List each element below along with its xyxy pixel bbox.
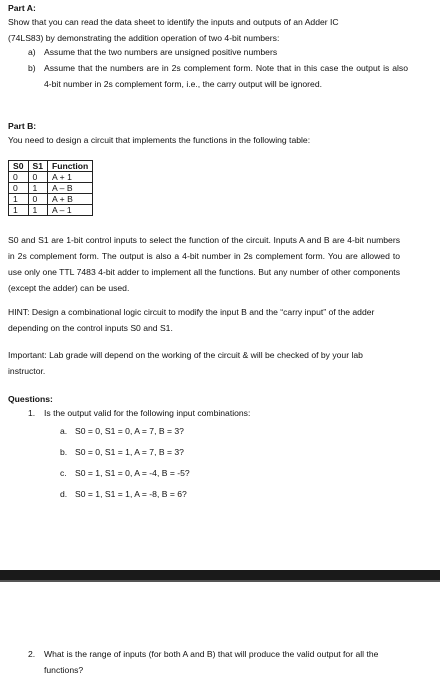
list-marker: c. (60, 467, 67, 478)
table-cell: 0 (9, 172, 29, 183)
question-2 (28, 646, 398, 678)
part-a-intro-line1: Show that you can read the data sheet to identify the inputs and outputs of an Adder IC (8, 17, 339, 27)
question-number: 1. (28, 408, 36, 418)
list-text: S0 = 1, S1 = 0, A = -4, B = -5? (75, 467, 190, 478)
list-marker: b. (60, 446, 68, 457)
list-text: S0 = 0, S1 = 1, A = 7, B = 3? (75, 446, 184, 457)
list-marker: a. (60, 425, 68, 436)
list-marker: b) (28, 63, 36, 73)
part-b-intro: You need to design a circuit that implements the functions in the following table: (8, 135, 311, 145)
list-item (60, 483, 360, 504)
part-a-heading: Part A: (8, 3, 36, 13)
table-cell: 0 (28, 172, 48, 183)
part-b-heading: Part B: (8, 121, 37, 131)
table-cell: A – 1 (48, 205, 93, 216)
table-cell: 1 (28, 205, 48, 216)
table-cell: A + 1 (48, 172, 93, 183)
important-paragraph: Important: Lab grade will depend on the working of the circuit & will be checked of by your lab instructor. (8, 350, 363, 376)
question-text: What is the range of inputs (for both A and B) that will produce the valid output for all the functions? (44, 649, 379, 675)
hint-paragraph: HINT: Design a combinational logic circuit to modify the input B and the “carry input” of the adder depending on the control inputs S0 and S1. (8, 307, 375, 333)
list-marker: a) (28, 47, 36, 57)
list-text: S0 = 1, S1 = 1, A = -8, B = 6? (75, 488, 187, 499)
list-item (28, 44, 408, 60)
question-number: 2. (28, 649, 36, 659)
table-row (9, 205, 93, 216)
list-text: Assume that the two numbers are unsigned positive numbers (44, 47, 278, 57)
table-header-row (9, 161, 93, 172)
table-cell: 1 (28, 183, 48, 194)
function-table (8, 160, 93, 216)
table-cell: 1 (9, 205, 29, 216)
list-text: S0 = 0, S1 = 0, A = 7, B = 3? (75, 425, 184, 436)
list-marker: d. (60, 488, 68, 499)
part-a-intro-line2: (74LS83) by demonstrating the addition operation of two 4-bit numbers: (8, 33, 280, 43)
table-row (9, 194, 93, 205)
list-text: Assume that the numbers are in 2s complement form. Note that in this case the output is also 4-bit number in 2s complement form, i.e., the carry output will be ignored. (44, 63, 408, 89)
list-item (28, 60, 408, 92)
table-cell: 0 (9, 183, 29, 194)
table-cell: 1 (9, 194, 29, 205)
question-1 (28, 405, 408, 421)
table-row (9, 172, 93, 183)
table-row (9, 183, 93, 194)
table-cell: A + B (48, 194, 93, 205)
question-1-items (60, 420, 360, 504)
table-header-cell: S0 (9, 161, 29, 172)
table-cell: A – B (48, 183, 93, 194)
part-a-list (28, 44, 408, 92)
table-header-cell: S1 (28, 161, 48, 172)
list-item (60, 420, 360, 441)
list-item (60, 462, 360, 483)
questions-heading: Questions: (8, 394, 53, 404)
table-cell: 0 (28, 194, 48, 205)
part-b-paragraph: S0 and S1 are 1-bit control inputs to select the function of the circuit. Inputs A and B are 4-bit numbers in 2s complement form. The output is also a 4-bit number in 2s complement form. You are allowed to use only one TTL 7483 4-bit adder to implement all the functions. But any number of other components (except the adder) can be used. (8, 235, 400, 293)
table-header-cell: Function (48, 161, 93, 172)
page-separator-shadow (0, 580, 440, 582)
page-separator (0, 570, 440, 580)
question-text: Is the output valid for the following input combinations: (44, 408, 251, 418)
list-item (60, 441, 360, 462)
